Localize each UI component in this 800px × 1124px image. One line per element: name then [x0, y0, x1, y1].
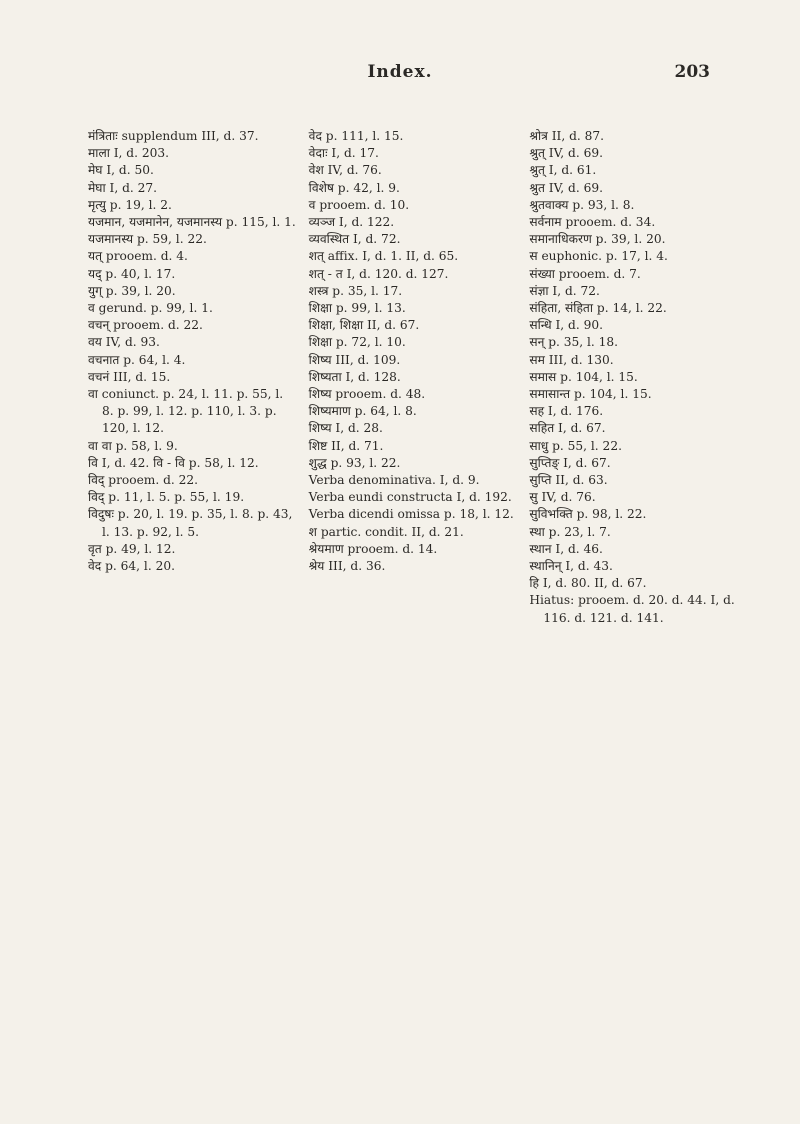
index-columns [88, 128, 738, 627]
index-entry: संज्ञा I, d. 72. [529, 283, 600, 298]
index-entry: शिष्यता I, d. 128. [308, 369, 401, 384]
index-entry: वेद p. 64, l. 20. [88, 559, 175, 574]
index-entry: विद् prooem. d. 22. [88, 473, 199, 488]
index-entry: युग् p. 39, l. 20. [88, 283, 176, 298]
index-entry: हि I, d. 80. II, d. 67. [529, 576, 647, 591]
index-entry: वय IV, d. 93. [88, 335, 160, 350]
index-entry: वेदाः I, d. 17. [308, 146, 379, 161]
index-entry: सन् p. 35, l. 18. [529, 335, 619, 350]
index-entry: समासान्त p. 104, l. 15. [529, 387, 652, 402]
index-entry: वेद p. 111, l. 15. [308, 129, 404, 143]
index-entry: व prooem. d. 10. [308, 197, 410, 212]
index-column-3 [529, 128, 738, 627]
index-column-2 [309, 128, 518, 627]
index-entry: शस्त्र p. 35, l. 17. [308, 283, 403, 298]
index-entry: श्रुत IV, d. 69. [529, 180, 603, 195]
index-entry: वचन् prooem. d. 22. [88, 318, 203, 333]
index-entry: शिष्य prooem. d. 48. [308, 387, 426, 402]
index-entry: समास p. 104, l. 15. [529, 369, 638, 384]
index-entry: शिष्यमाण p. 64, l. 8. [308, 404, 417, 419]
index-entry: सुप्ति II, d. 63. [529, 473, 608, 488]
index-entry: शिक्षा p. 72, l. 10. [308, 335, 406, 350]
index-entry: वि I, d. 42. वि - वि p. 58, l. 12. [88, 455, 259, 470]
index-entry: स euphonic. p. 17, l. 4. [529, 249, 668, 264]
page-number: 203 [674, 62, 710, 82]
index-title: Index. [367, 62, 433, 82]
index-entry: शत् - त I, d. 120. d. 127. [308, 266, 449, 281]
index-entry: Verba dicendi omissa p. 18, l. 12. [308, 507, 514, 522]
page-header [0, 62, 800, 92]
index-entry: यजमानस्य p. 59, l. 22. [88, 232, 207, 247]
index-entry: शिष्य III, d. 109. [308, 352, 401, 367]
index-entry: मेघा I, d. 27. [88, 180, 158, 195]
index-entry: संख्या prooem. d. 7. [529, 266, 641, 281]
index-entry: शिक्षा p. 99, l. 13. [308, 301, 406, 316]
index-entry: स्थान I, d. 46. [529, 541, 603, 556]
index-entry: मेघ I, d. 50. [88, 163, 154, 178]
index-entry: वृत p. 49, l. 12. [88, 541, 176, 556]
index-entry: श्रोत्र II, d. 87. [529, 129, 605, 143]
index-entry: विशेष p. 42, l. 9. [308, 180, 400, 195]
index-entry: साधु p. 55, l. 22. [529, 438, 622, 453]
index-entry: व gerund. p. 99, l. 1. [88, 301, 213, 316]
index-entry: स्थानिन् I, d. 43. [529, 559, 613, 574]
index-entry: सहित I, d. 67. [529, 421, 606, 436]
index-entry: वा वा p. 58, l. 9. [88, 438, 178, 453]
index-entry: मंत्रिताः supplendum III, d. 37. [88, 129, 259, 143]
index-entry: समानाधिकरण p. 39, l. 20. [529, 232, 666, 247]
index-entry: सह I, d. 176. [529, 404, 604, 419]
index-entry: श्रुत् IV, d. 69. [529, 146, 603, 161]
index-entry: श्रेयमाण prooem. d. 14. [308, 541, 438, 556]
index-entry: सम III, d. 130. [529, 352, 614, 367]
index-entry: स्था p. 23, l. 7. [529, 524, 611, 539]
index-entry: शिष्ट II, d. 71. [308, 438, 384, 453]
index-entry: श्रुत् I, d. 61. [529, 163, 597, 178]
index-entry: सर्वनाम prooem. d. 34. [529, 215, 656, 230]
index-entry: यजमान, यजमानेन, यजमानस्य p. 115, l. 1. [88, 215, 296, 230]
index-entry: सु IV, d. 76. [529, 490, 596, 505]
index-entry: शिष्य I, d. 28. [308, 421, 383, 436]
index-entry: श्रेय III, d. 36. [308, 559, 386, 574]
index-entry: वा coniunct. p. 24, l. 11. p. 55, l. 8. p. 99, l. 12. p. 110, l. 3. p. 120, l. 12. [88, 387, 284, 436]
index-entry: विद् p. 11, l. 5. p. 55, l. 19. [88, 490, 245, 505]
index-column-1 [88, 128, 297, 627]
index-entry: शत् affix. I, d. 1. II, d. 65. [308, 249, 459, 264]
index-entry: सन्धि I, d. 90. [529, 318, 603, 333]
index-entry: यद् p. 40, l. 17. [88, 266, 176, 281]
index-entry: श partic. condit. II, d. 21. [308, 524, 464, 539]
index-entry: वचनं III, d. 15. [88, 369, 171, 384]
index-entry: व्यवस्थित I, d. 72. [308, 232, 401, 247]
index-entry: विदुषः p. 20, l. 19. p. 35, l. 8. p. 43, l. 13. p. 92, l. 5. [88, 507, 293, 539]
index-entry: संहिता, संहिता p. 14, l. 22. [529, 301, 667, 316]
index-entry: शुद्ध p. 93, l. 22. [308, 455, 401, 470]
index-entry: सुप्तिङ् I, d. 67. [529, 455, 611, 470]
index-entry: यत् prooem. d. 4. [88, 249, 188, 264]
index-entry: वेश IV, d. 76. [308, 163, 382, 178]
index-entry: मृत्यु p. 19, l. 2. [88, 197, 172, 212]
index-entry: माला I, d. 203. [88, 146, 169, 161]
index-entry: व्यञ्ज I, d. 122. [308, 215, 395, 230]
index-entry: Hiatus: prooem. d. 20. d. 44. I, d. 116. d. 121. d. 141. [529, 593, 735, 625]
index-entry: शिक्षा, शिक्षा II, d. 67. [308, 318, 420, 333]
index-entry: Verba eundi constructa I, d. 192. [308, 490, 512, 505]
index-entry: वचनात p. 64, l. 4. [88, 352, 186, 367]
index-entry: श्रुतवाक्य p. 93, l. 8. [529, 197, 635, 212]
index-entry: Verba denominativa. I, d. 9. [308, 473, 480, 488]
index-entry: सुविभक्ति p. 98, l. 22. [529, 507, 647, 522]
